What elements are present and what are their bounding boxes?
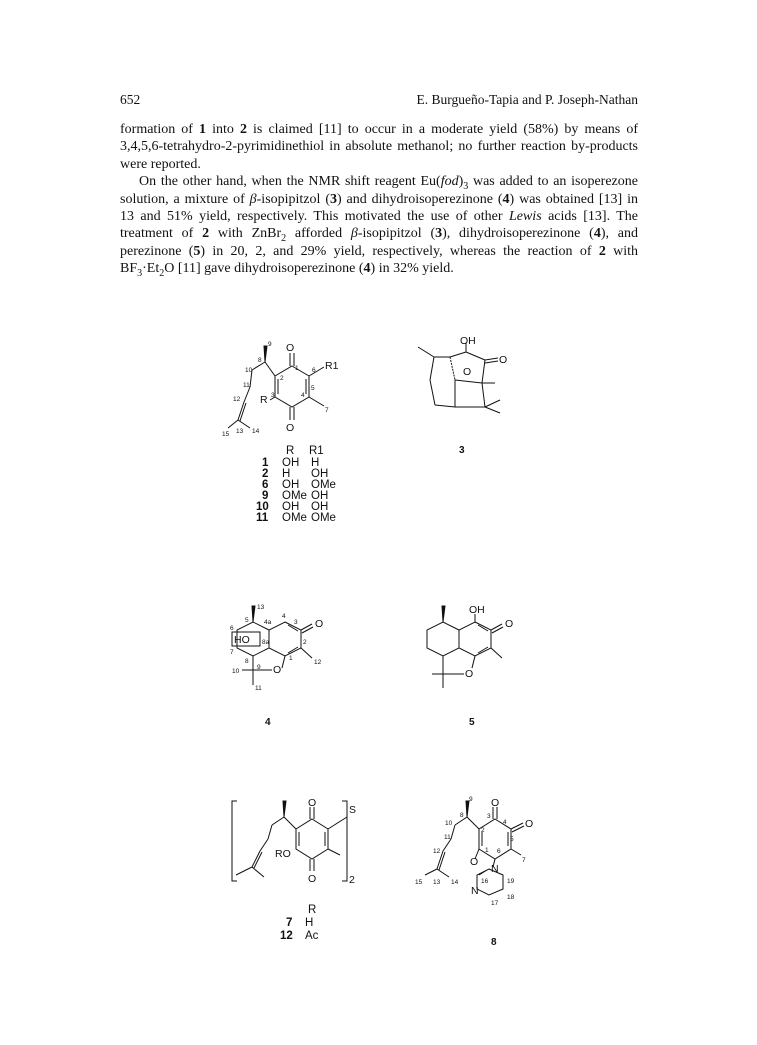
text-segment: 4 bbox=[593, 226, 601, 242]
atom-o-bottom: O bbox=[286, 422, 295, 434]
text-segment: ) in 20, 2, and 29% yield, respectively, whereas the reaction of bbox=[200, 243, 599, 259]
text-segment: with ZnBr bbox=[209, 226, 282, 242]
atom-oh: OH bbox=[460, 335, 476, 347]
atom-o-bottom-7: O bbox=[308, 873, 317, 885]
atom-ho: HO bbox=[234, 634, 250, 646]
svg-text:1: 1 bbox=[289, 655, 293, 662]
text-segment: 3 bbox=[463, 181, 469, 193]
svg-text:10: 10 bbox=[245, 367, 253, 374]
svg-text:18: 18 bbox=[507, 894, 515, 901]
text-segment: ) bbox=[458, 174, 464, 190]
text-segment: is claimed [11] to occur in a moderate yield (58%) by means of 3,4,5,6-tetrahydro-2-pyrimidinethiol in absolute methanol; no further reaction by-products were reported. bbox=[120, 122, 638, 172]
svg-text:1: 1 bbox=[295, 365, 299, 372]
svg-text:10: 10 bbox=[232, 668, 240, 675]
text-segment: ) in 32% yield. bbox=[370, 261, 454, 277]
svg-text:OH: OH bbox=[282, 479, 300, 491]
svg-text:8: 8 bbox=[245, 658, 249, 665]
svg-text:9: 9 bbox=[268, 341, 272, 348]
carbon-numbers-4 bbox=[230, 604, 322, 692]
atom-ro: RO bbox=[275, 848, 291, 860]
svg-text:R: R bbox=[286, 445, 295, 457]
paragraph-2 bbox=[120, 173, 639, 280]
text-segment: -isopipitzol ( bbox=[256, 191, 330, 207]
atom-n-2: N bbox=[471, 885, 479, 897]
text-segment: fod bbox=[440, 174, 459, 190]
atom-o-top: O bbox=[286, 342, 295, 354]
svg-text:17: 17 bbox=[491, 900, 499, 907]
svg-text:2: 2 bbox=[262, 468, 269, 480]
text-segment: 3 bbox=[435, 226, 443, 242]
running-head-authors: E. Burgueño-Tapia and P. Joseph-Nathan bbox=[416, 92, 638, 107]
atom-r1: R1 bbox=[325, 360, 339, 372]
structure-8 bbox=[415, 795, 555, 970]
svg-text:8: 8 bbox=[258, 357, 262, 364]
svg-text:1: 1 bbox=[485, 847, 489, 854]
paragraph-1 bbox=[120, 121, 638, 173]
svg-text:OMe: OMe bbox=[311, 479, 336, 491]
svg-text:11: 11 bbox=[444, 834, 451, 841]
text-segment: O [11] gave dihydroisoperezinone ( bbox=[164, 261, 364, 277]
text-segment: 3 bbox=[137, 268, 143, 280]
compound-label-8: 8 bbox=[491, 937, 497, 948]
text-segment: was added to an isoperezone solution, a mixture of bbox=[120, 174, 638, 207]
svg-text:15: 15 bbox=[415, 879, 423, 886]
text-segment: On the other hand, when the NMR shift reagent Eu( bbox=[139, 174, 441, 190]
svg-text:R1: R1 bbox=[309, 445, 324, 457]
svg-text:6: 6 bbox=[497, 848, 501, 855]
atom-o-carbonyl: O bbox=[499, 354, 508, 366]
svg-text:1: 1 bbox=[262, 457, 269, 469]
text-segment: ) and dihydroisoperezinone ( bbox=[336, 191, 503, 207]
ring-5-left bbox=[427, 622, 459, 656]
svg-text:15: 15 bbox=[222, 431, 230, 438]
text-segment: 2 bbox=[239, 122, 247, 137]
svg-text:6: 6 bbox=[262, 479, 269, 491]
atom-n-1: N bbox=[491, 863, 499, 875]
text-segment: into bbox=[206, 122, 240, 137]
compound-label-5: 5 bbox=[469, 717, 475, 728]
svg-text:OH: OH bbox=[311, 490, 329, 502]
svg-text:OH: OH bbox=[311, 501, 329, 513]
compound-label-4: 4 bbox=[265, 717, 271, 728]
svg-text:13: 13 bbox=[433, 879, 441, 886]
svg-text:4: 4 bbox=[282, 613, 286, 620]
text-segment: ) was obtained [13] in 13 and 51% yield, respectively. This motivated the use of other bbox=[120, 191, 638, 225]
structure-a bbox=[222, 340, 392, 530]
structure-4 bbox=[222, 600, 372, 740]
atom-o-right-8: O bbox=[525, 818, 534, 830]
svg-text:11: 11 bbox=[243, 382, 250, 389]
structure-7 bbox=[222, 795, 382, 985]
text-segment: 4 bbox=[363, 261, 371, 277]
text-segment: 2 bbox=[159, 268, 165, 280]
ring-7 bbox=[296, 819, 328, 859]
svg-text:14: 14 bbox=[451, 879, 459, 886]
text-segment: Lewis bbox=[508, 209, 542, 225]
compound-table-7 bbox=[280, 904, 319, 942]
svg-text:H: H bbox=[305, 917, 314, 929]
svg-text:9: 9 bbox=[257, 664, 261, 671]
text-segment: ·Et bbox=[142, 261, 160, 277]
svg-text:4: 4 bbox=[301, 392, 305, 399]
text-segment: 4 bbox=[502, 191, 510, 207]
atom-o-ether-5: O bbox=[465, 668, 474, 680]
atom-o-top-7: O bbox=[308, 797, 317, 809]
text-segment: 1 bbox=[199, 122, 207, 137]
svg-text:OMe: OMe bbox=[311, 512, 336, 524]
svg-text:19: 19 bbox=[507, 878, 515, 885]
svg-text:10: 10 bbox=[256, 501, 269, 513]
svg-text:14: 14 bbox=[252, 428, 260, 435]
svg-text:11: 11 bbox=[256, 512, 269, 524]
svg-text:7: 7 bbox=[286, 917, 293, 929]
svg-text:12: 12 bbox=[314, 659, 322, 666]
atom-r: R bbox=[260, 394, 268, 406]
atom-o-ether-4: O bbox=[273, 664, 282, 676]
structure-3 bbox=[410, 335, 530, 460]
text-segment: -isopipitzol ( bbox=[357, 226, 436, 242]
svg-text:8a: 8a bbox=[262, 639, 270, 646]
svg-text:6: 6 bbox=[230, 625, 234, 632]
svg-text:7: 7 bbox=[230, 649, 234, 656]
atom-o-ether: O bbox=[463, 366, 472, 378]
svg-text:13: 13 bbox=[257, 604, 265, 611]
svg-text:2: 2 bbox=[280, 375, 284, 382]
page-number: 652 bbox=[120, 92, 141, 107]
svg-text:7: 7 bbox=[325, 407, 329, 414]
svg-text:2: 2 bbox=[481, 827, 485, 834]
svg-text:5: 5 bbox=[510, 836, 514, 843]
text-segment: ), and perezinone ( bbox=[120, 226, 638, 259]
text-segment: 2 bbox=[598, 243, 606, 259]
svg-text:H: H bbox=[282, 468, 291, 480]
svg-text:3: 3 bbox=[271, 392, 275, 399]
text-segment: formation of bbox=[120, 122, 200, 137]
svg-text:8: 8 bbox=[460, 812, 464, 819]
svg-text:OH: OH bbox=[282, 501, 300, 513]
text-segment: 2 bbox=[281, 233, 287, 245]
svg-text:12: 12 bbox=[280, 930, 293, 942]
body-text bbox=[120, 121, 638, 278]
text-segment: 5 bbox=[193, 243, 201, 259]
atom-o-ether-8: O bbox=[470, 856, 479, 868]
text-segment: β bbox=[350, 226, 358, 242]
svg-text:6: 6 bbox=[312, 367, 316, 374]
svg-text:OMe: OMe bbox=[282, 512, 307, 524]
svg-text:OMe: OMe bbox=[282, 490, 307, 502]
svg-text:R: R bbox=[308, 904, 317, 916]
ring-5-right bbox=[459, 622, 491, 656]
compound-table bbox=[256, 445, 336, 524]
svg-text:4: 4 bbox=[503, 819, 507, 826]
text-segment: with BF bbox=[120, 243, 639, 277]
svg-text:2: 2 bbox=[303, 639, 307, 646]
atom-oh-5: OH bbox=[469, 604, 485, 616]
text-segment: afforded bbox=[286, 226, 351, 242]
svg-text:3: 3 bbox=[487, 813, 491, 820]
svg-text:9: 9 bbox=[262, 490, 269, 502]
svg-text:5: 5 bbox=[311, 385, 315, 392]
svg-text:H: H bbox=[311, 457, 320, 469]
svg-text:Ac: Ac bbox=[305, 930, 319, 942]
svg-text:4a: 4a bbox=[264, 619, 272, 626]
text-segment: 3 bbox=[329, 191, 337, 207]
atom-o-carbonyl-5: O bbox=[505, 618, 514, 630]
svg-text:12: 12 bbox=[433, 848, 441, 855]
svg-text:9: 9 bbox=[469, 796, 473, 803]
structure-5 bbox=[420, 600, 550, 740]
svg-text:5: 5 bbox=[245, 617, 249, 624]
text-segment: ), dihydroisoperezinone ( bbox=[442, 226, 594, 242]
svg-text:7: 7 bbox=[522, 857, 526, 864]
ring-4-right bbox=[269, 622, 301, 656]
svg-text:3: 3 bbox=[294, 619, 298, 626]
text-segment: 2 bbox=[202, 226, 210, 242]
bracket-subscript: 2 bbox=[349, 874, 355, 886]
svg-text:10: 10 bbox=[445, 820, 453, 827]
ring-a bbox=[275, 366, 309, 407]
svg-text:12: 12 bbox=[233, 396, 241, 403]
text-segment: β bbox=[249, 191, 257, 207]
atom-s: S bbox=[349, 804, 357, 816]
svg-text:OH: OH bbox=[311, 468, 329, 480]
svg-text:16: 16 bbox=[481, 878, 489, 885]
svg-text:11: 11 bbox=[255, 685, 262, 692]
svg-text:13: 13 bbox=[236, 428, 244, 435]
svg-text:OH: OH bbox=[282, 457, 300, 469]
atom-o-top-8: O bbox=[491, 797, 500, 809]
atom-o-carbonyl-4: O bbox=[315, 618, 324, 630]
text-segment: acids [13]. The treatment of bbox=[120, 209, 638, 242]
compound-label-3: 3 bbox=[459, 445, 465, 456]
